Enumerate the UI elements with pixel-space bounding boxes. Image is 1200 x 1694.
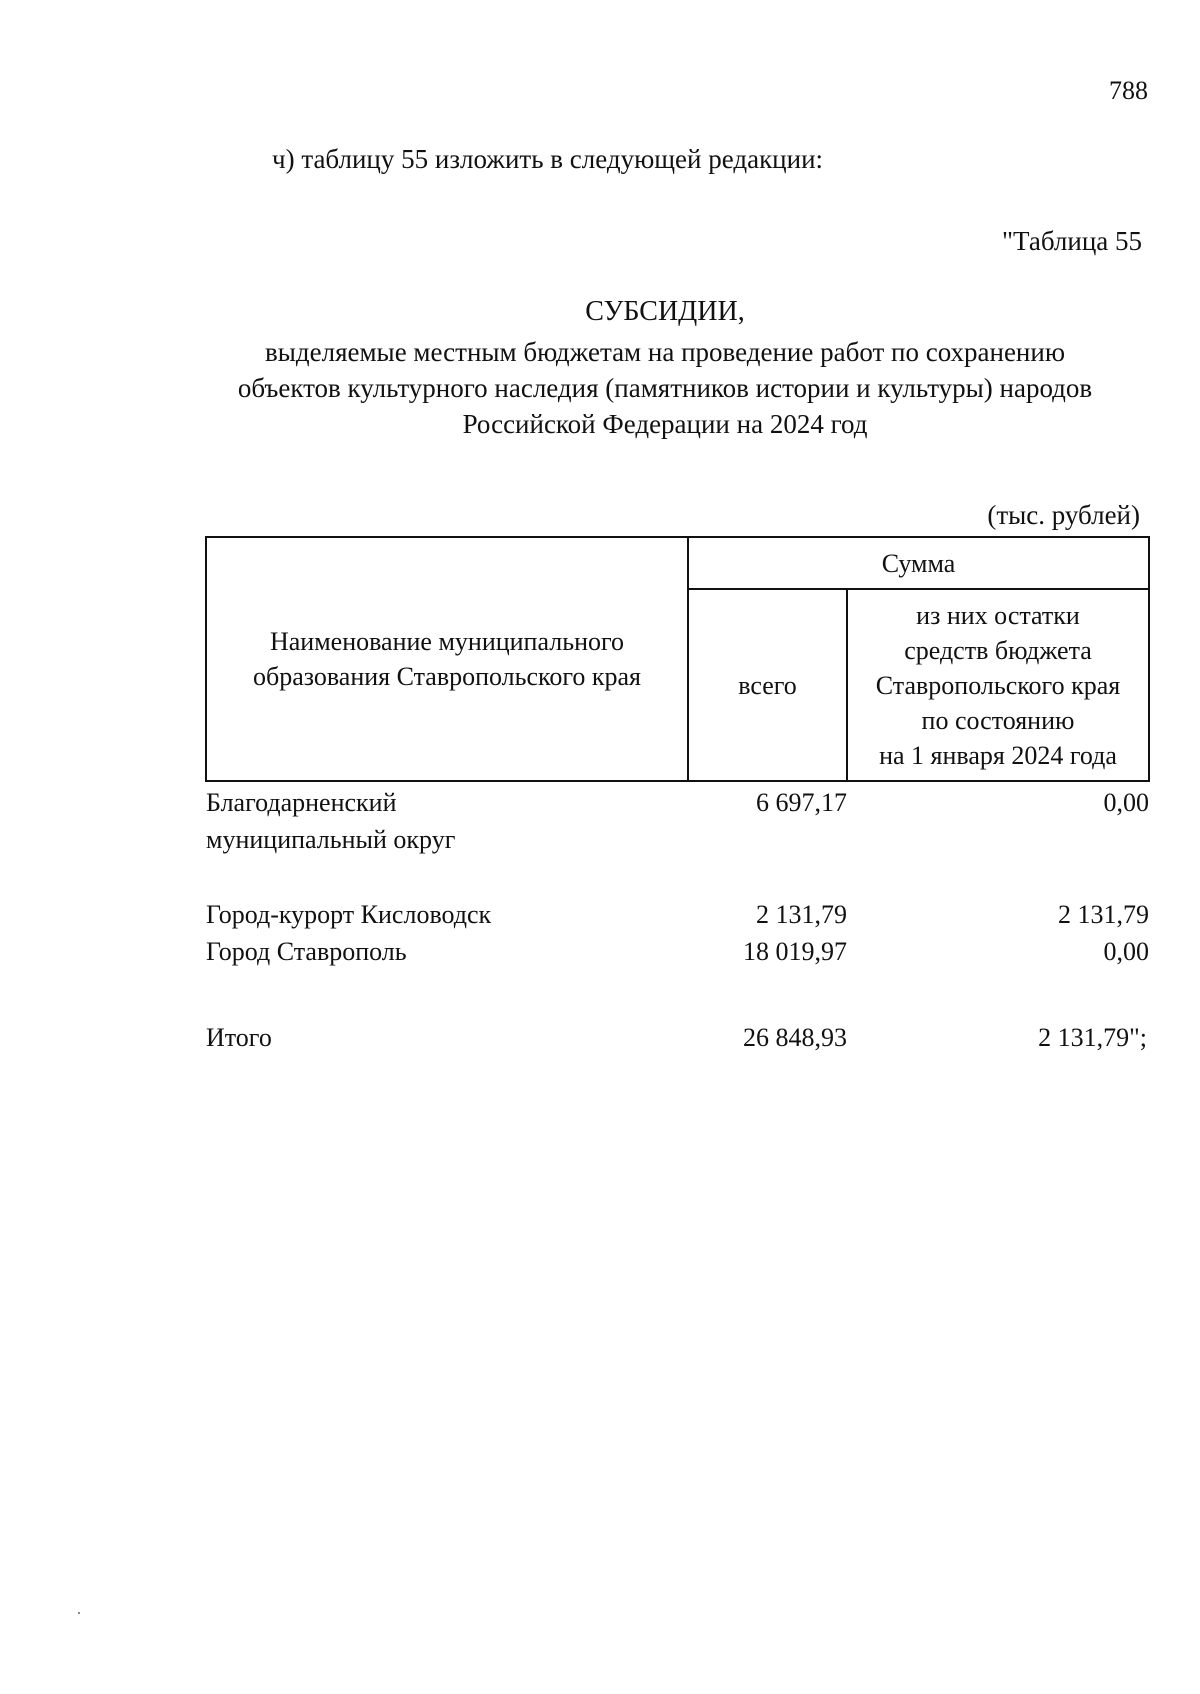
title-line-3: Российской Федерации на 2024 год — [462, 409, 868, 439]
total-label: Итого — [206, 1023, 272, 1052]
header-remainder-line-4: по состоянию — [921, 705, 1075, 735]
municipality-name: Город-курорт Кисловодск — [206, 900, 492, 929]
title-line-1: выделяемые местным бюджетам на проведение работ по сохранению — [264, 337, 1066, 367]
grand-total-remainder: 2 131,79"; — [1038, 1023, 1147, 1052]
header-remainder-line-1: из них остатки — [916, 600, 1080, 630]
table-row — [206, 781, 1149, 896]
header-total: всего — [688, 589, 847, 781]
total-amount: 2 131,79 — [756, 900, 847, 929]
table-header — [206, 537, 1149, 781]
units-label: (тыс. рублей) — [987, 500, 1140, 530]
page-number: 788 — [1109, 76, 1148, 105]
title-main: СУБСИДИИ, — [585, 296, 745, 327]
municipality-name — [206, 781, 688, 896]
header-remainder-line-5: на 1 января 2024 года — [879, 740, 1117, 770]
header-municipality-line-1: Наименование муниципального — [269, 627, 625, 656]
table-reference: "Таблица 55 — [1002, 226, 1142, 256]
header-sum: Сумма — [688, 537, 1149, 589]
subsidies-table — [205, 536, 1150, 1059]
document-title — [200, 294, 1130, 442]
header-row-1 — [206, 537, 1149, 589]
remainder-amount: 2 131,79 — [1058, 900, 1149, 929]
scan-artifact — [78, 1612, 80, 1614]
header-remainder-line-2: средств бюджета — [904, 635, 1092, 665]
municipality-name-line-2: муниципальный округ — [206, 825, 456, 854]
intro-text: ч) таблицу 55 изложить в следующей редакции: — [272, 144, 824, 174]
total-row — [206, 1015, 1149, 1059]
total-amount: 6 697,17 — [756, 788, 847, 817]
header-remainder — [847, 589, 1149, 781]
table-body — [206, 781, 1149, 1059]
table-row — [206, 933, 1149, 1015]
header-municipality — [206, 537, 688, 781]
table-row — [206, 896, 1149, 933]
header-remainder-line-3: Ставропольского края — [875, 670, 1121, 700]
municipality-name-line-1: Благодарненский — [206, 788, 397, 817]
total-amount: 18 019,97 — [743, 937, 847, 966]
municipality-name: Город Ставрополь — [206, 937, 407, 966]
remainder-amount: 0,00 — [1103, 788, 1149, 817]
title-line-2: объектов культурного наследия (памятников истории и культуры) народов — [237, 373, 1093, 403]
grand-total-amount: 26 848,93 — [743, 1023, 847, 1052]
header-municipality-line-2: образования Ставропольского края — [252, 662, 642, 691]
remainder-amount: 0,00 — [1103, 937, 1149, 966]
